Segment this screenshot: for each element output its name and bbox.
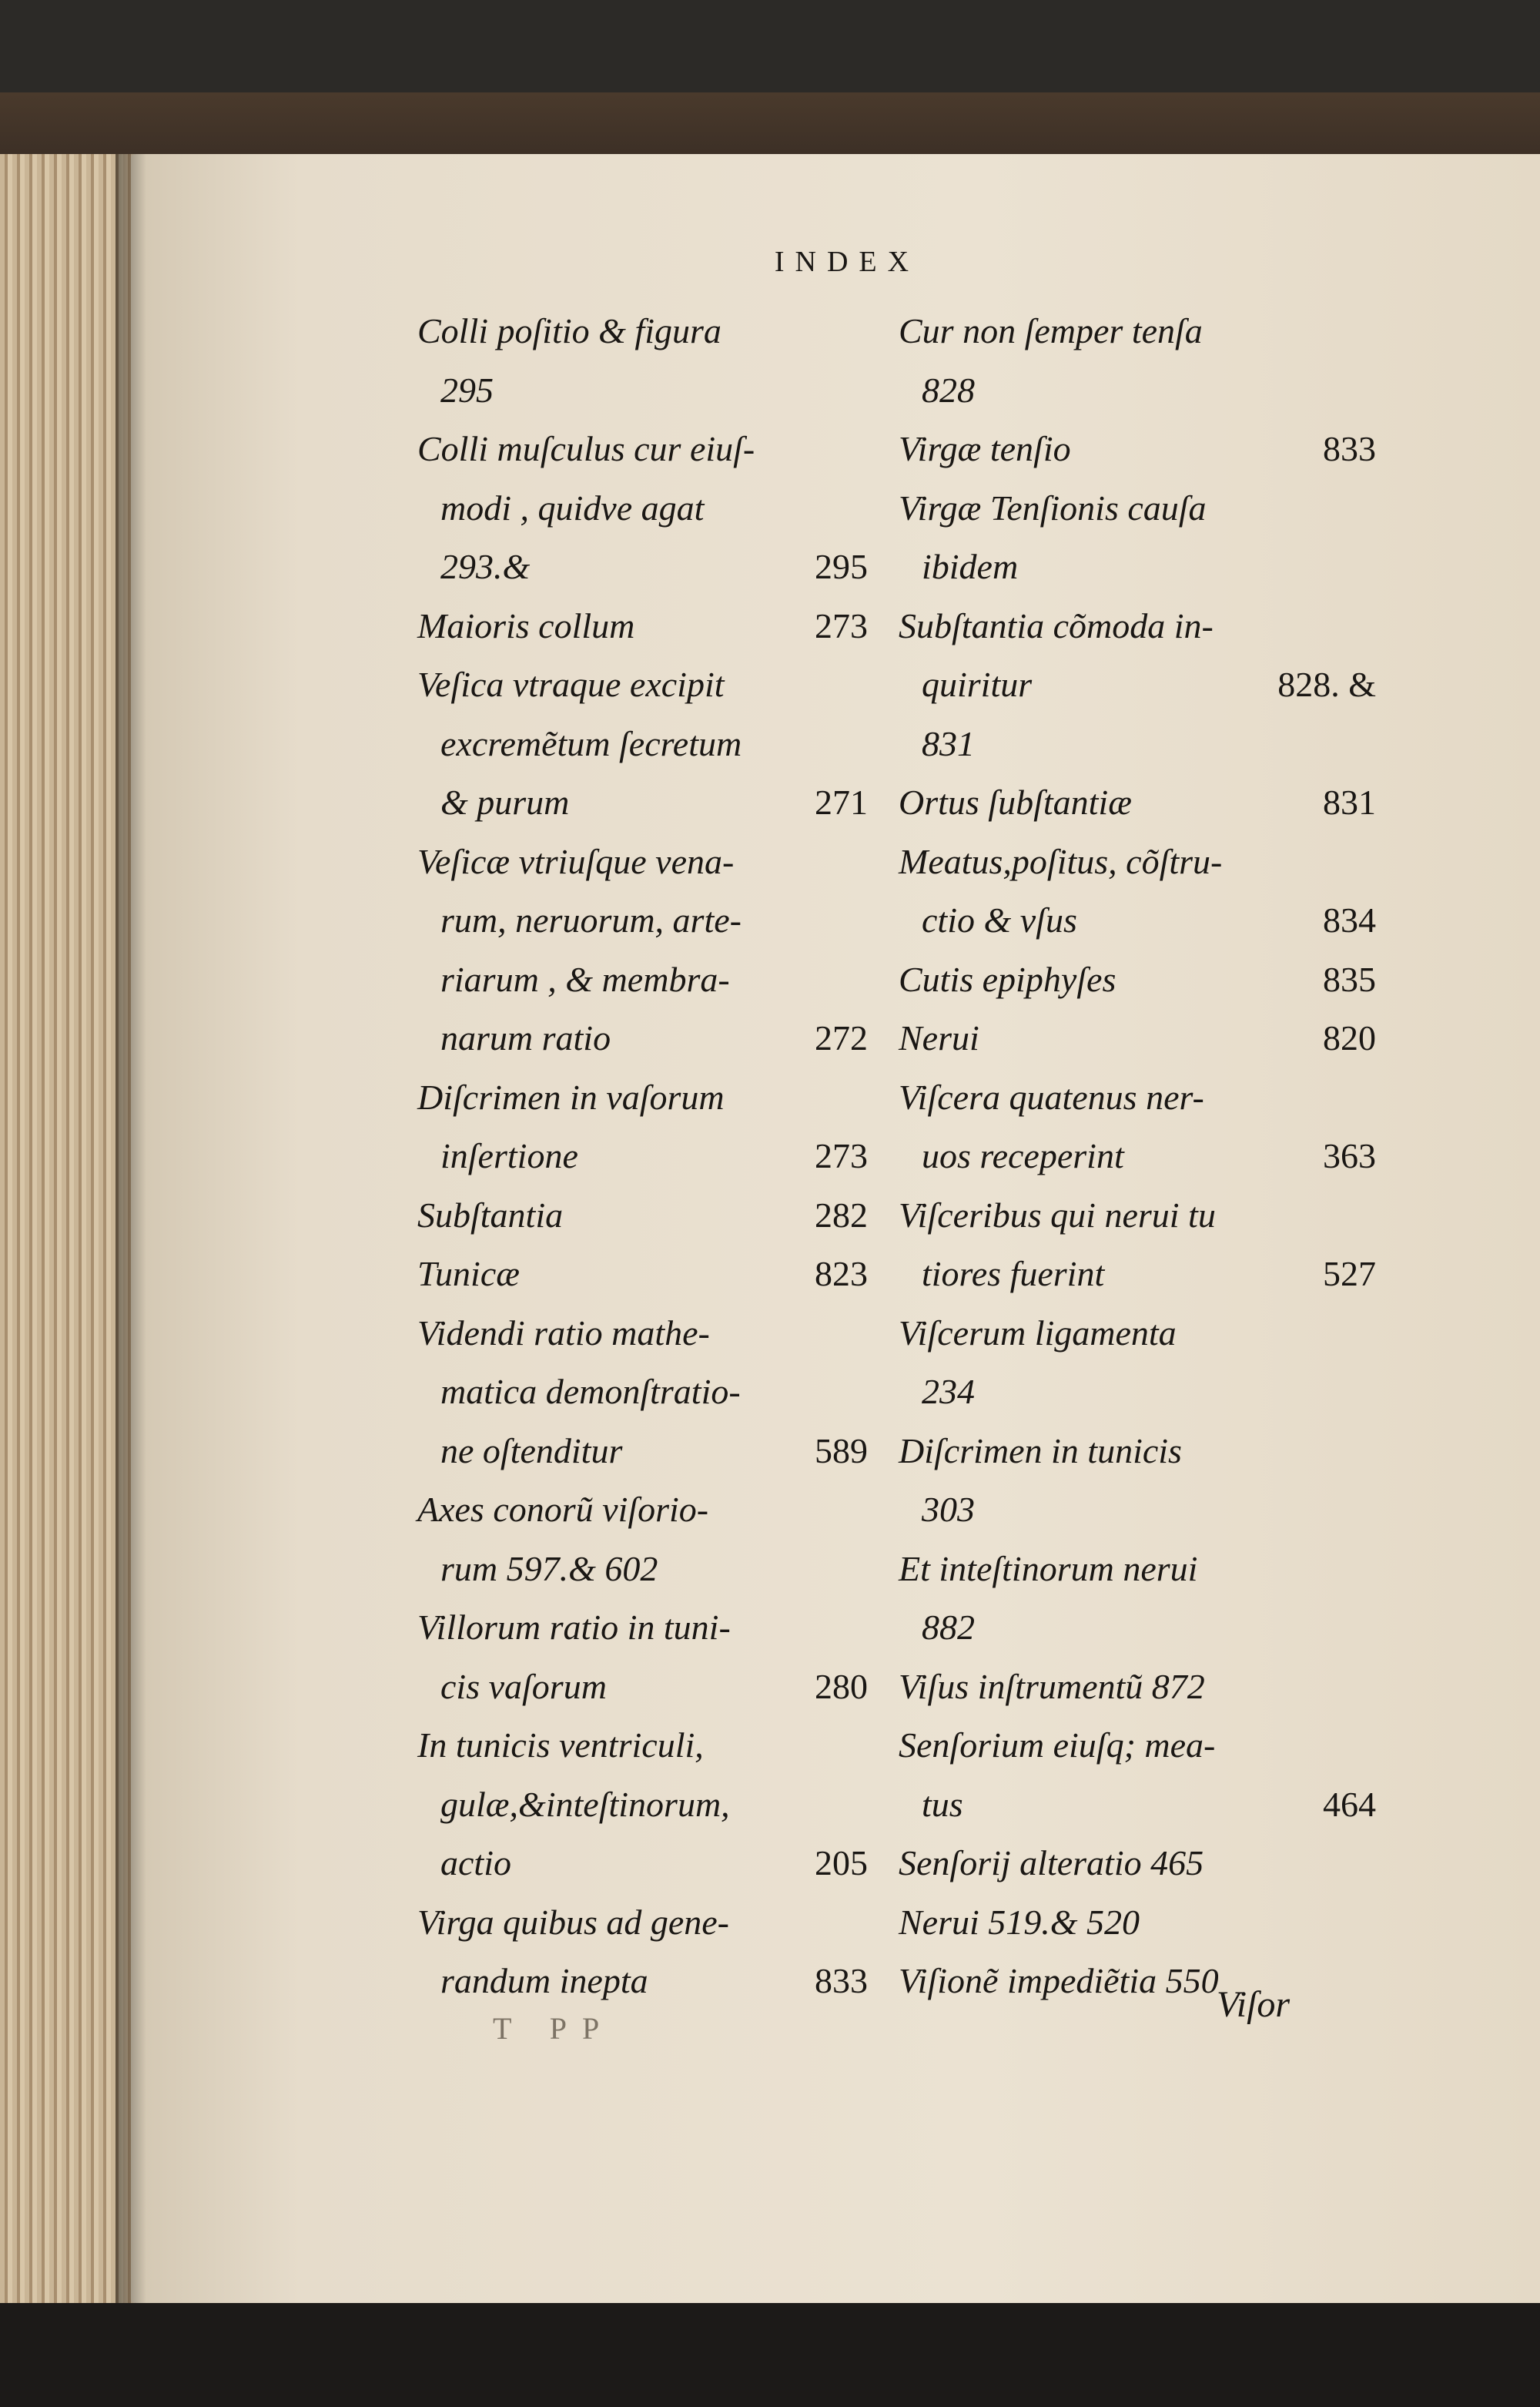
index-entry-page-number: 272 [815,1018,868,1058]
index-entry-line [899,1480,1376,1540]
index-entry-text: inſertione [440,1136,578,1175]
index-entry-text: Senſorij alteratio 465 [899,1843,1204,1882]
index-entry-text: quiritur [922,665,1033,704]
index-entry-line [899,597,1376,656]
index-entry-page-number: 271 [815,783,868,822]
book-cover-top [0,0,1540,100]
index-entry-text: Viſcerum ligamenta [899,1312,1177,1353]
index-entry-text: Diſcrimen in vaſorum [417,1077,725,1117]
index-entry-line [417,715,868,774]
index-entry-line [417,1952,868,2011]
index-entry-text: Virgæ tenſio [899,429,1071,468]
index-entry-line [899,1893,1376,1953]
index-entry-line [417,950,868,1010]
gutter-shadow [116,154,146,2303]
index-entry-page-number: 834 [1323,900,1376,940]
catchword: Viſor [1217,1984,1291,2025]
index-entry-line [899,1775,1376,1835]
index-entry-text: randum inepta [440,1961,648,2000]
index-entry-line [899,1422,1376,1481]
index-entry-line [417,1245,868,1304]
index-entry-text: Axes conorũ viſorio- [417,1490,709,1529]
index-entry-line [417,420,868,479]
index-entry-text: excremẽtum ſecretum [440,723,742,763]
index-entry-line [417,833,868,892]
index-entry-text: rum 597.& 602 [440,1548,658,1588]
index-entry-line [417,1009,868,1068]
index-entry-page-number: 828. & [1277,665,1376,704]
index-entry-line [417,1480,868,1540]
index-entry-text: tiores fuerint [922,1254,1105,1293]
index-entry-page-number: 835 [1323,959,1376,999]
index-entry-text: rum, neruorum, arte- [440,900,742,940]
index-entry-text: Meatus,poſitus, cõſtru- [899,841,1223,881]
index-entry-text: 303 [922,1490,975,1529]
index-entry-line [417,655,868,715]
index-entry-text: actio [440,1843,511,1882]
index-entry-line [899,1245,1376,1304]
index-entry-text: uos receperint [922,1136,1124,1175]
index-entry-page-number: 363 [1323,1136,1376,1175]
index-entry-line [417,1304,868,1363]
index-entry-page-number: 820 [1323,1018,1376,1058]
index-entry-line [899,302,1376,361]
index-entry-page-number: 273 [815,1136,868,1175]
index-entry-text: matica demonſtratio- [440,1372,741,1411]
index-entry-line [417,1363,868,1422]
index-entry-page-number: 833 [1323,429,1376,468]
index-entry-line [417,1893,868,1953]
index-entry-page-number: 527 [1323,1254,1376,1293]
index-entry-line [417,1127,868,1186]
index-entry-line [899,1068,1376,1128]
index-entry-text: Subſtantia [417,1195,564,1235]
index-entry-line [417,1186,868,1245]
index-entry-text: ibidem [922,547,1019,586]
index-entry-text: 882 [922,1607,975,1647]
index-entry-line [899,1186,1376,1245]
index-entry-text: Maioris collum [417,605,635,645]
index-entry-line [899,950,1376,1010]
index-entry-line [899,891,1376,950]
index-entry-line [417,302,868,361]
index-entry-page-number: 282 [815,1195,868,1235]
index-entry-line [417,891,868,950]
index-entry-text: Senſorium eiuſq; mea- [899,1725,1216,1765]
index-entry-line [899,833,1376,892]
index-entry-text: Nerui 519.& 520 [899,1902,1140,1942]
index-entry-line [417,1422,868,1481]
index-entry-line [899,773,1376,833]
index-entry-text: Colli poſitio & figura [417,311,721,350]
index-entry-page-number: 831 [1323,783,1376,822]
index-entry-text: Cur non ſemper tenſa [899,311,1203,350]
index-entry-text: Veſicæ vtriuſque vena- [417,841,735,881]
index-entry-line [417,1834,868,1893]
index-entry-page-number: 205 [815,1843,868,1882]
index-entry-page-number: 280 [815,1666,868,1706]
index-entry-text: Veſica vtraque excipit [417,665,725,704]
index-entry-text: Ortus ſubſtantiæ [899,783,1132,822]
index-entry-page-number: 273 [815,605,868,645]
index-entry-line [417,479,868,538]
page-edges-stack [0,154,135,2303]
index-entry-text: ctio & vſus [922,900,1077,940]
index-entry-text: narum ratio [440,1018,611,1058]
index-entry-line [899,361,1376,421]
index-column-left [417,302,868,2011]
index-entry-text: riarum , & membra- [440,959,730,999]
index-entry-text: Tunicæ [417,1254,520,1293]
index-entry-text: Nerui [899,1018,979,1058]
index-entry-line [417,361,868,421]
index-entry-page-number: 464 [1323,1784,1376,1824]
index-entry-text: 831 [922,723,975,763]
index-entry-text: cis vaſorum [440,1666,607,1706]
index-entry-line [899,1304,1376,1363]
index-entry-text: Viſcera quatenus ner- [899,1077,1204,1117]
index-entry-text: 234 [922,1372,975,1411]
index-entry-text: gulæ,&inteſtinorum, [440,1784,730,1824]
index-entry-line [899,1658,1376,1717]
index-entry-line [899,1540,1376,1599]
index-entry-line [417,1658,868,1717]
index-entry-text: 828 [922,370,975,410]
index-entry-text: 295 [440,370,494,410]
index-entry-line [899,1363,1376,1422]
index-entry-text: Cutis epiphyſes [899,959,1116,999]
index-entry-text: Et inteſtinorum nerui [899,1548,1198,1588]
index-entry-text: Virgæ Tenſionis cauſa [899,488,1207,528]
index-entry-line [417,538,868,597]
index-entry-text: modi , quidve agat [440,488,705,528]
index-entry-line [417,1068,868,1128]
index-entry-line [417,773,868,833]
index-entry-line [899,538,1376,597]
index-entry-text: Viſus inſtrumentũ 872 [899,1666,1205,1706]
index-entry-text: Videndi ratio mathe- [417,1312,710,1353]
index-entry-text: Subſtantia cõmoda in- [899,605,1214,645]
index-entry-line [899,1009,1376,1068]
book-bottom-edge [0,2303,1540,2407]
index-entry-line [899,1716,1376,1775]
index-entry-line [899,1598,1376,1658]
signature-mark: T PP [493,2011,615,2046]
index-entry-text: In tunicis ventriculi, [417,1725,704,1765]
index-entry-line [899,655,1376,715]
index-entry-text: Virga quibus ad gene- [417,1902,729,1942]
index-entry-text: & purum [440,783,570,822]
index-entry-text: ne oſtenditur [440,1430,623,1470]
index-entry-page-number: 295 [815,547,868,586]
index-entry-line [899,1127,1376,1186]
index-entry-line [899,1834,1376,1893]
index-entry-text: 293.& [440,547,531,586]
index-entry-text: Villorum ratio in tuni- [417,1607,731,1647]
index-entry-text: Colli muſculus cur eiuſ- [417,429,755,468]
index-entry-line [899,420,1376,479]
index-entry-text: tus [922,1784,963,1824]
index-entry-line [417,1598,868,1658]
index-entry-page-number: 589 [815,1430,868,1470]
index-entry-text: Viſceribus qui nerui tu [899,1195,1216,1235]
index-entry-line [417,1540,868,1599]
index-entry-line [417,597,868,656]
index-entry-page-number: 823 [815,1254,868,1293]
index-column-right [899,302,1376,2011]
index-entry-line [899,1952,1376,2011]
index-entry-page-number: 833 [815,1961,868,2000]
index-entry-text: Viſionẽ impediẽtia 550 [899,1961,1219,2000]
index-entry-line [899,715,1376,774]
index-entry-text: Diſcrimen in tunicis [899,1430,1182,1470]
index-entry-line [417,1716,868,1775]
index-entry-line [417,1775,868,1835]
page-header: INDEX [774,246,920,278]
index-entry-line [899,479,1376,538]
